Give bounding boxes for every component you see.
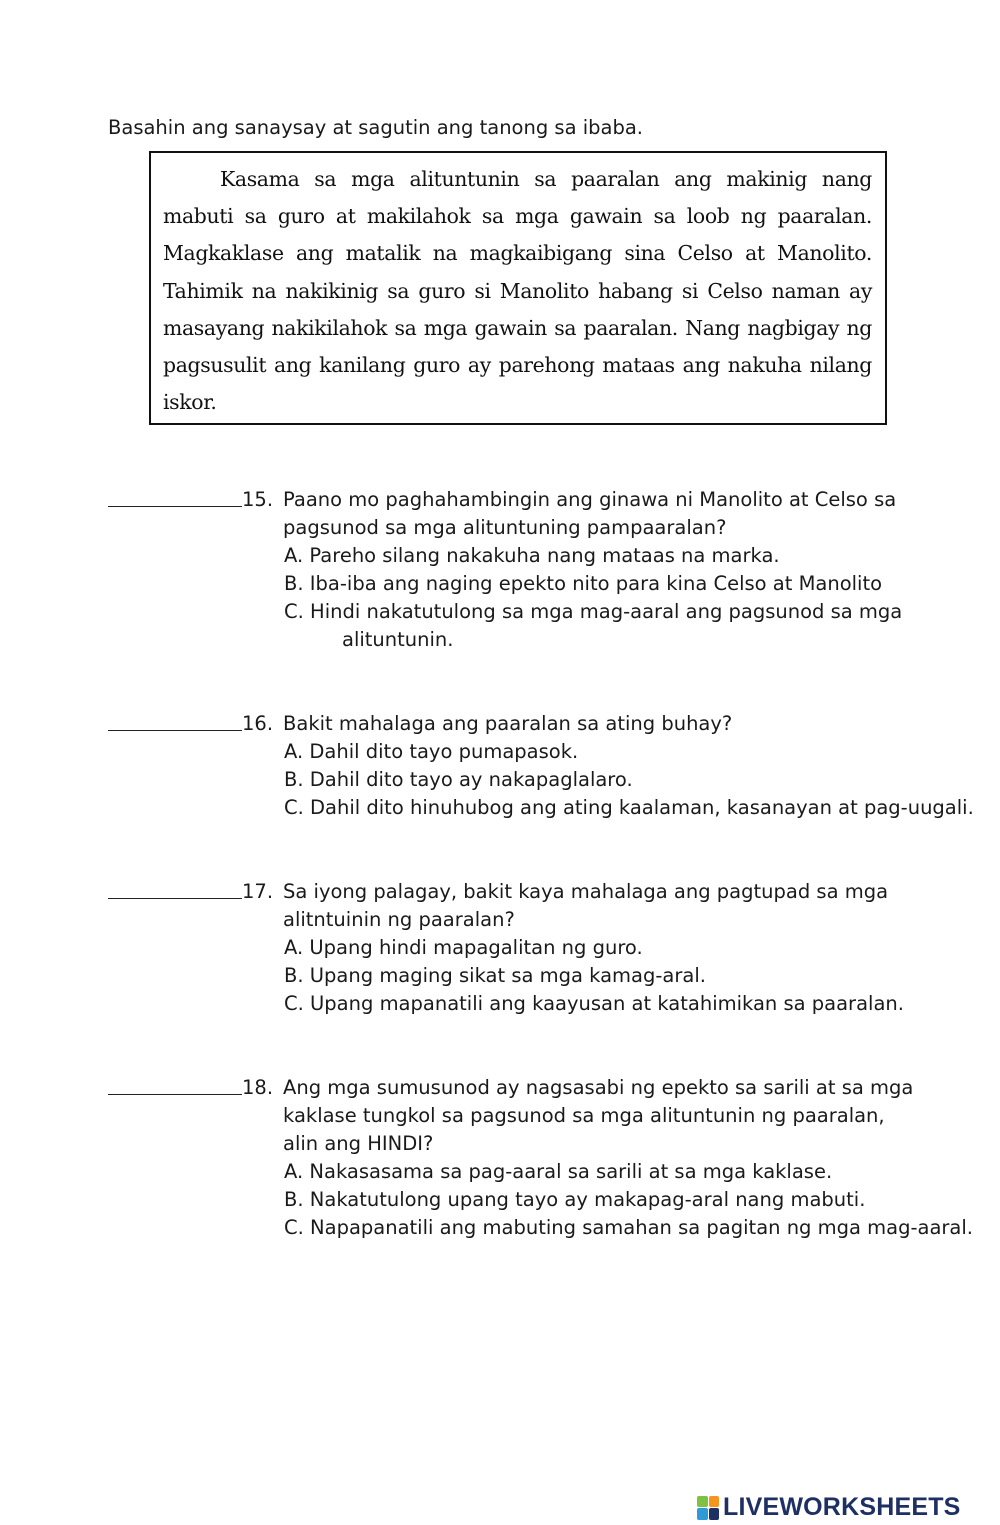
choice-15-c[interactable]: [284, 598, 982, 654]
choice-17-c[interactable]: [284, 990, 982, 1018]
choice-letter: B.: [284, 768, 304, 791]
choice-18-b[interactable]: [284, 1186, 982, 1214]
choice-16-b[interactable]: [284, 766, 982, 794]
choice-letter: C.: [284, 600, 304, 623]
choice-17-b[interactable]: [284, 962, 982, 990]
question-number: 15.: [242, 488, 274, 511]
choice-letter: A.: [284, 740, 304, 763]
question-16: [108, 710, 974, 822]
choice-letter: A.: [284, 936, 304, 959]
choice-text: Pareho silang nakakuha nang mataas na marka.: [309, 544, 780, 567]
choice-text: Upang hindi mapagalitan ng guro.: [309, 936, 643, 959]
logo-text: LIVEWORKSHEETS: [723, 1493, 961, 1521]
choice-17-a[interactable]: [284, 934, 982, 962]
choice-letter: A.: [284, 544, 304, 567]
choice-16-c[interactable]: [284, 794, 982, 822]
choice-text: Dahil dito tayo pumapasok.: [309, 740, 579, 763]
choice-18-c[interactable]: [284, 1214, 982, 1242]
choice-15-b[interactable]: [284, 570, 982, 598]
question-text: Ang mga sumusunod ay nagsasabi ng epekto sa sarili at sa mga kaklase tungkol sa pagsunod sa mga alituntunin ng paaralan, alin ang HINDI?: [283, 1076, 914, 1155]
question-text: Bakit mahalaga ang paaralan sa ating buhay?: [283, 712, 733, 735]
choice-letter: C.: [284, 1216, 304, 1239]
choice-text: Dahil dito hinuhubog ang ating kaalaman, kasanayan at pag-uugali.: [310, 796, 974, 819]
question-18: [108, 1074, 973, 1242]
answer-blank-17[interactable]: [108, 898, 242, 899]
question-text: Sa iyong palagay, bakit kaya mahalaga ang pagtupad sa mga alitntuinin ng paaralan?: [283, 880, 889, 931]
choice-15-a[interactable]: [284, 542, 982, 570]
question-number: 17.: [242, 880, 274, 903]
answer-blank-15[interactable]: [108, 506, 242, 507]
choice-letter: B.: [284, 572, 304, 595]
choice-text: Hindi nakatutulong sa mga mag-aaral ang pagsunod sa mga alituntunin.: [310, 600, 903, 651]
question-17: [108, 878, 928, 1018]
choice-letter: B.: [284, 1188, 304, 1211]
choice-letter: B.: [284, 964, 304, 987]
instruction-text: Basahin ang sanaysay at sagutin ang tanong sa ibaba.: [108, 116, 644, 139]
question-number: 16.: [242, 712, 274, 735]
choice-text: Upang mapanatili ang kaayusan at katahimikan sa paaralan.: [310, 992, 904, 1015]
choice-letter: C.: [284, 992, 304, 1015]
choice-text: Nakatutulong upang tayo ay makapag-aral nang mabuti.: [309, 1188, 866, 1211]
choice-18-a[interactable]: [284, 1158, 982, 1186]
liveworksheets-logo[interactable]: [697, 1493, 961, 1522]
answer-blank-18[interactable]: [108, 1094, 242, 1095]
choice-text: Dahil dito tayo ay nakapaglalaro.: [309, 768, 633, 791]
choice-letter: C.: [284, 796, 304, 819]
passage-text: Kasama sa mga alituntunin sa paaralan ang makinig nang mabuti sa guro at makilahok sa mga gawain sa loob ng paaralan. Magkaklase ang matalik na magkaibigang sina Celso at Manolito. Tahimik na nakikinig sa guro si Manolito habang si Celso naman ay masayang nakikilahok sa mga gawain sa paaralan. Nang nagbigay ng pagsusulit ang kanilang guro ay parehong mataas ang nakuha nilang iskor.: [163, 167, 872, 415]
answer-blank-16[interactable]: [108, 730, 242, 731]
passage-box: [149, 151, 887, 425]
question-15: [108, 486, 928, 654]
choice-text: Iba-iba ang naging epekto nito para kina Celso at Manolito: [309, 572, 883, 595]
choice-16-a[interactable]: [284, 738, 982, 766]
question-number: 18.: [242, 1076, 274, 1099]
choice-text: Upang maging sikat sa mga kamag-aral.: [309, 964, 706, 987]
liveworksheets-logo-icon: [697, 1496, 719, 1520]
choice-text: Nakasasama sa pag-aaral sa sarili at sa mga kaklase.: [309, 1160, 833, 1183]
choice-text: Napapanatili ang mabuting samahan sa pagitan ng mga mag-aaral.: [310, 1216, 973, 1239]
question-text: Paano mo paghahambingin ang ginawa ni Manolito at Celso sa pagsunod sa mga alituntuning pampaaralan?: [283, 488, 897, 539]
choice-letter: A.: [284, 1160, 304, 1183]
